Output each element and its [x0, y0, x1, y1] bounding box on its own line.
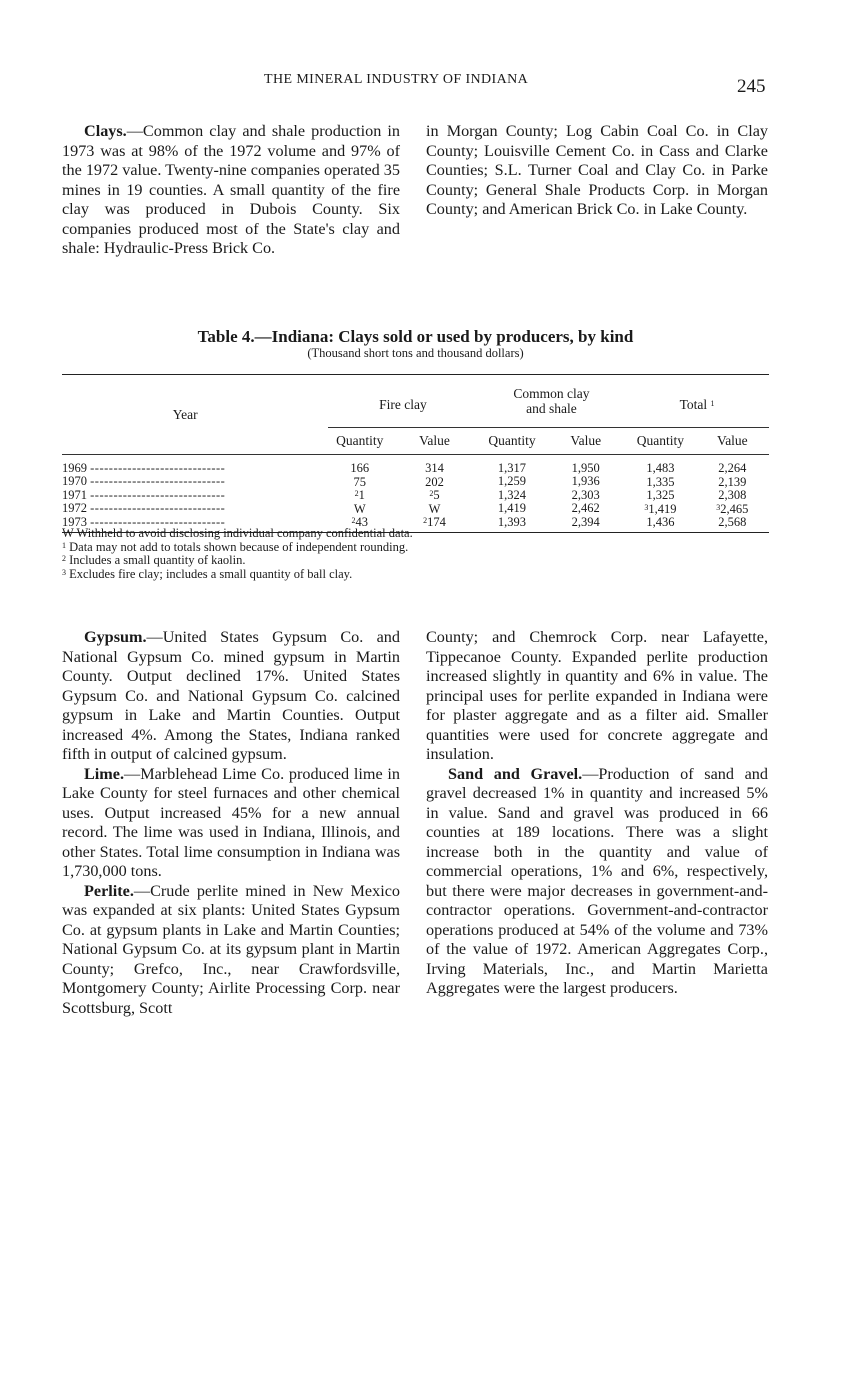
total-value-cell: $^3$2,465 [716, 501, 749, 516]
year-cell: 1973 ----------------------------- [62, 515, 226, 529]
year-cell: 1971 ----------------------------- [62, 488, 226, 502]
footnote-mark: 2 [62, 554, 66, 563]
footnote-text: Excludes fire clay; includes a small quantity of ball clay. [69, 566, 353, 581]
lower-right-column [426, 628, 768, 999]
clays-table [62, 374, 769, 533]
col-common-clay-header: Common clay and shale [478, 375, 625, 428]
gypsum-heading: Gypsum. [84, 628, 147, 646]
common-value-cell: 1,950 [571, 460, 600, 475]
col-total-header: Total $^1$ [625, 375, 769, 428]
fire-quantity-cell: 166 [350, 461, 370, 475]
lime-paragraph [62, 765, 400, 882]
sand-gravel-paragraph [426, 765, 768, 999]
total-quantity-cell: $^3$1,419 [644, 501, 677, 516]
footnote-text: Includes a small quantity of kaolin. [69, 553, 246, 567]
common-value-cell: 2,394 [571, 514, 600, 529]
col-fire-clay-header: Fire clay [328, 375, 477, 428]
perlite-text-right: County; and Chemrock Corp. near Lafayette, Tippecanoe County. Expanded perlite production increased slightly in quantity and 6% in value. The principal uses for perlite expanded in Indiana were for plaster aggregate and as a filter aid. Smaller quantities were used for concrete aggregate and insulation. [426, 628, 768, 763]
year-cell: 1972 ----------------------------- [62, 501, 226, 515]
total-value-cell: 2,264 [718, 461, 747, 475]
clays-paragraph [62, 122, 400, 259]
table-row [62, 455, 769, 475]
footnote [62, 527, 769, 540]
common-quantity-header: Quantity [488, 433, 536, 448]
table-row [62, 488, 769, 502]
footnote-mark: 3 [62, 567, 66, 577]
table-subtitle: (Thousand short tons and thousand dollars) [307, 346, 524, 360]
table-row [62, 502, 769, 516]
lime-heading: Lime. [84, 764, 125, 783]
common-value-cell: 2,462 [571, 501, 600, 515]
common-quantity-cell: 1,259 [497, 474, 527, 488]
fire-value-cell: 202 [425, 474, 444, 489]
fire-value-cell: W [428, 501, 441, 516]
common-value-header: Value [570, 433, 602, 448]
common-value-cell: 1,936 [571, 474, 600, 488]
year-cell: 1970 ----------------------------- [62, 474, 226, 488]
common-value-cell: 2,303 [571, 487, 600, 502]
clays-section-right [426, 122, 768, 220]
perlite-paragraph [62, 882, 400, 1019]
clays-text-right: in Morgan County; Log Cabin Coal Co. in Clay County; Louisville Cement Co. in Cass and Clarke Counties; S.L. Turner Coal and Clay Co. in Parke County; General Shale Products Corp. in Morgan County; and American Brick Co. in Lake County. [426, 122, 768, 218]
clays-section-left [62, 122, 400, 259]
fire-value-header: Value [419, 433, 450, 448]
perlite-text-left: —Crude perlite mined in New Mexico was expanded at six plants: United States Gypsum Co. at gypsum plants in Lake and Martin Counties; National Gypsum Co. at its gypsum plant in Martin County; Grefco, Inc., near Crawfordsville, Montgomery County; Airlite Processing Corp. near Scottsburg, Scott [62, 881, 400, 1017]
table-body [62, 455, 769, 533]
col-year-header: Year [172, 406, 198, 422]
fire-value-cell: $^2$174 [423, 515, 446, 529]
common-quantity-cell: 1,419 [497, 501, 527, 515]
fire-quantity-cell: $^2$43 [351, 515, 369, 529]
fire-quantity-header: Quantity [336, 433, 384, 448]
sand-gravel-text: —Production of sand and gravel decreased 1% in quantity and increased 5% in value. Sand and gravel was produced in 66 counties at 189 locations. There was a slight increase both in the quantity and value of commercial operations, 1% and 6%, respectively, but there were major decreases in government-and-contractor operations. Government-and-contractor operations produced at 54% of the volume and 73% of the value of 1972. American Aggregates Corp., Irving Materials, Inc., and Martin Marietta Aggregates were the largest producers. [426, 764, 768, 997]
total-quantity-cell: 1,436 [646, 515, 675, 529]
common-quantity-cell: 1,393 [497, 514, 527, 529]
table-row [62, 475, 769, 489]
lower-left-column [62, 628, 400, 1018]
clays-heading: Clays. [84, 122, 127, 140]
total-quantity-header: Quantity [636, 433, 684, 448]
footnote [62, 567, 769, 581]
sand-gravel-heading: Sand and Gravel. [448, 764, 583, 783]
footnote-text: Data may not add to totals shown because of independent rounding. [69, 539, 409, 554]
total-quantity-cell: 1,483 [646, 461, 675, 475]
clays-text-left: —Common clay and shale production in 1973 was at 98% of the 1972 volume and 97% of the 1972 value. Twenty-nine companies operated 35 mines in 19 counties. A small quantity of the fire clay was produced in Dubois County. Six companies produced most of the State's clay and shale: Hydraulic-Press Brick Co. [62, 122, 400, 257]
running-head: THE MINERAL INDUSTRY OF INDIANA [264, 72, 529, 87]
gypsum-text: —United States Gypsum Co. and National Gypsum Co. mined gypsum in Martin County. Output declined 17%. United States Gypsum Co. and National Gypsum Co. calcined gypsum in Lake and Martin Counties. Output increased 4%. Among the States, Indiana ranked fifth in output of calcined gypsum. [62, 628, 400, 763]
footnote [62, 540, 769, 554]
table-header-row-1 [62, 375, 769, 428]
page-number: 245 [737, 76, 766, 97]
footnote [62, 553, 769, 567]
fire-value-cell: 314 [425, 461, 444, 475]
total-value-cell: 2,139 [718, 474, 747, 489]
fire-quantity-cell: W [353, 501, 366, 516]
table-footnotes [62, 527, 769, 580]
year-cell: 1969 ----------------------------- [62, 460, 226, 475]
lime-text: —Marblehead Lime Co. produced lime in Lake County for steel furnaces and other chemical uses. Output increased 45% for a new annual record. The lime was used in Indiana, Illinois, and other States. Total lime consumption in Indiana was 1,730,000 tons. [62, 764, 400, 880]
common-quantity-cell: 1,317 [497, 460, 527, 475]
common-quantity-cell: 1,324 [497, 487, 527, 502]
gypsum-paragraph [62, 628, 400, 765]
fire-value-cell: $^2$5 [429, 488, 440, 502]
total-value-header: Value [716, 433, 748, 448]
fire-quantity-cell: 75 [353, 474, 367, 489]
perlite-heading: Perlite. [84, 881, 134, 900]
fire-quantity-cell: $^2$1 [354, 488, 365, 502]
total-quantity-cell: 1,325 [646, 488, 675, 502]
footnote-text: Withheld to avoid disclosing individual company confidential data. [76, 526, 413, 540]
table-title: Table 4.—Indiana: Clays sold or used by producers, by kind [197, 327, 634, 346]
total-quantity-cell: 1,335 [646, 474, 675, 489]
total-value-cell: 2,308 [718, 488, 747, 502]
footnote-mark: W [62, 526, 74, 540]
total-value-cell: 2,568 [718, 515, 747, 529]
footnote-mark: 1 [62, 540, 66, 550]
